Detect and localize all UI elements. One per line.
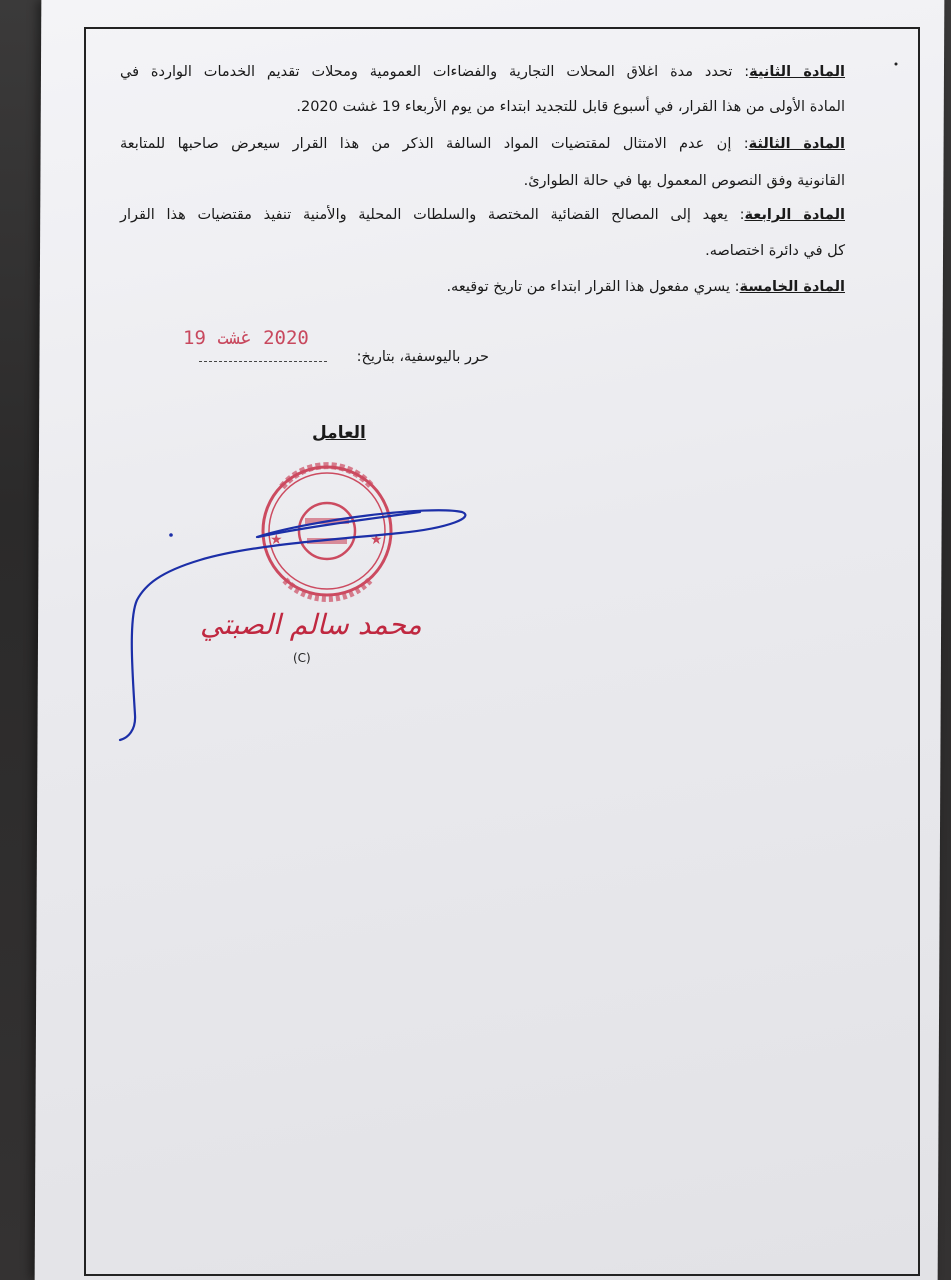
article-4-line-2: كل في دائرة اختصاصه. bbox=[705, 243, 845, 259]
svg-text:★: ★ bbox=[270, 532, 283, 548]
issued-at-text: حرر باليوسفية، بتاريخ: bbox=[356, 349, 489, 365]
signature-mark: (C) bbox=[293, 651, 311, 665]
signatory-title: العامل bbox=[312, 423, 366, 443]
date-stamp: 2020 غشت 19 bbox=[183, 327, 309, 349]
article-4-text: : يعهد إلى المصالح القضائية المختصة والسلطات المحلية والأمنية تنفيذ مقتضيات هذا القرار bbox=[120, 207, 745, 223]
article-3-label: المادة الثالثة bbox=[748, 136, 845, 152]
article-5-text: : يسري مفعول هذا القرار ابتداء من تاريخ توقيعه. bbox=[446, 279, 740, 295]
signature-name: محمد سالم الصبتي bbox=[200, 608, 422, 641]
article-3-line-2: القانونية وفق النصوص المعمول بها في حالة الطوارئ. bbox=[523, 173, 845, 189]
ink-dots bbox=[169, 533, 173, 537]
article-2-label: المادة الثانية bbox=[749, 64, 845, 80]
article-2-line-2: المادة الأولى من هذا القرار، في أسبوع قابل للتجديد ابتداء من يوم الأربعاء 19 غشت 2020. bbox=[296, 99, 845, 115]
svg-text:★: ★ bbox=[370, 532, 383, 548]
article-3-text: : إن عدم الامتثال لمقتضيات المواد السالفة الذكر من هذا القرار سيعرض صاحبها للمتابعة bbox=[120, 136, 749, 152]
article-4-label: المادة الرابعة bbox=[744, 207, 845, 223]
article-5-label: المادة الخامسة bbox=[739, 279, 845, 295]
margin-dot bbox=[895, 63, 898, 66]
article-2-text: : تحدد مدة اغلاق المحلات التجارية والفضاءات العمومية ومحلات تقديم الخدمات الواردة في bbox=[120, 64, 750, 80]
